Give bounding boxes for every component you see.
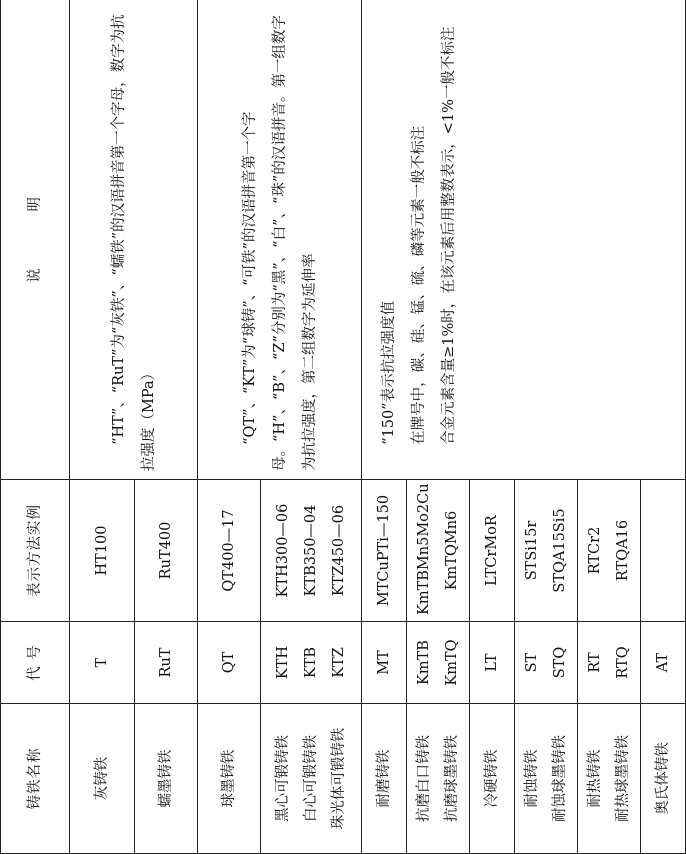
table-row [70, 0, 135, 854]
code-cell: MT [362, 622, 407, 704]
name-cell [578, 704, 641, 854]
name-cell: 灰铸铁 [70, 704, 135, 854]
code-cell [515, 622, 578, 704]
code-line: STQ [552, 646, 568, 679]
example-cell [578, 480, 641, 622]
code-line: KTZ [331, 647, 347, 678]
code-cell: RuT [135, 622, 198, 704]
name-line: 耐热球墨铸铁 [615, 735, 631, 822]
name-line: 抗磨白口铸铁 [416, 735, 432, 822]
code-line: KTH [275, 645, 291, 680]
example-line: STSi15r [524, 520, 540, 581]
code-line: KTB [303, 646, 319, 679]
example-cell: MTCuPTi—150 [362, 480, 407, 622]
code-cell: AT [641, 622, 686, 704]
name-line: 耐蚀球墨铸铁 [552, 735, 568, 822]
code-cell: LT [470, 622, 515, 704]
name-cell [515, 704, 578, 854]
description-text: “QT”、“KT”为“球铸”、“可铁”的汉语拼音第一个字母。“H”、“B”、“Z”分别为“黑”、“白”、“珠”的汉语拼音。第一组数字为抗拉强度，第二组数字为延伸率 [241, 15, 318, 471]
description-text: 合金元素含量≥1%时，在该元素后用整数表示，<1%一般不标注 [441, 26, 457, 445]
example-line: KTZ450—06 [331, 504, 347, 597]
name-cell [407, 704, 470, 854]
example-line: KTH300—06 [275, 503, 291, 598]
description-cell [362, 0, 686, 480]
example-cell [515, 480, 578, 622]
name-cell: 耐磨铸铁 [362, 704, 407, 854]
example-line: RTCr2 [587, 526, 603, 575]
example-cell [407, 480, 470, 622]
header-code: 代 号 [1, 622, 70, 704]
table-row [362, 0, 407, 854]
code-line: KmTB [416, 640, 432, 685]
table-row [198, 0, 261, 854]
name-cell: 奥氏体铸铁 [641, 704, 686, 854]
example-cell [261, 480, 362, 622]
description-cell [70, 0, 198, 480]
name-cell [261, 704, 362, 854]
name-line: 耐热铸铁 [587, 749, 603, 808]
header-example: 表示方法实例 [1, 480, 70, 622]
code-line: RTQ [615, 646, 631, 679]
example-line: RTQA16 [615, 519, 631, 582]
example-cell: LTCrMoR [470, 480, 515, 622]
name-line: 耐蚀铸铁 [524, 749, 540, 808]
description-text: “150”表示抗拉强度值 [381, 300, 397, 445]
code-cell: T [70, 622, 135, 704]
description-cell [198, 0, 362, 480]
description-text: “HT”、“RuT”为“灰铁”、“蠕铁”的汉语拼音第一个字母，数字为抗拉强度（MPa） [110, 14, 157, 471]
name-cell: 冷硬铸铁 [470, 704, 515, 854]
code-cell [407, 622, 470, 704]
code-line: KmTQ [444, 639, 460, 686]
example-line: KmTQMn6 [444, 510, 460, 591]
name-line: 珠光体可锻铸铁 [331, 727, 347, 830]
header-description: 说 明 [1, 0, 70, 480]
name-line: 白心可锻铸铁 [303, 735, 319, 822]
header-name: 铸铁名称 [1, 704, 70, 854]
name-cell: 球墨铸铁 [198, 704, 261, 854]
example-line: STQA15Si5 [552, 508, 568, 593]
example-cell: HT100 [70, 480, 135, 622]
header-row [1, 0, 70, 854]
name-line: 黑心可锻铸铁 [275, 735, 291, 822]
example-cell: RuT400 [135, 480, 198, 622]
example-line: KmTBMn5Mo2Cu [416, 483, 432, 615]
code-cell [578, 622, 641, 704]
name-cell: 蠕墨铸铁 [135, 704, 198, 854]
example-line: KTB350—04 [303, 504, 319, 597]
code-line: ST [524, 652, 540, 673]
code-cell: QT [198, 622, 261, 704]
description-text: 在牌号中，碳、硅、锰、硫、磷等元素一般不标注 [411, 125, 427, 445]
code-line: RT [587, 652, 603, 673]
name-line: 抗磨球墨铸铁 [444, 735, 460, 822]
example-cell [641, 480, 686, 622]
example-cell: QT400—17 [198, 480, 261, 622]
code-cell [261, 622, 362, 704]
